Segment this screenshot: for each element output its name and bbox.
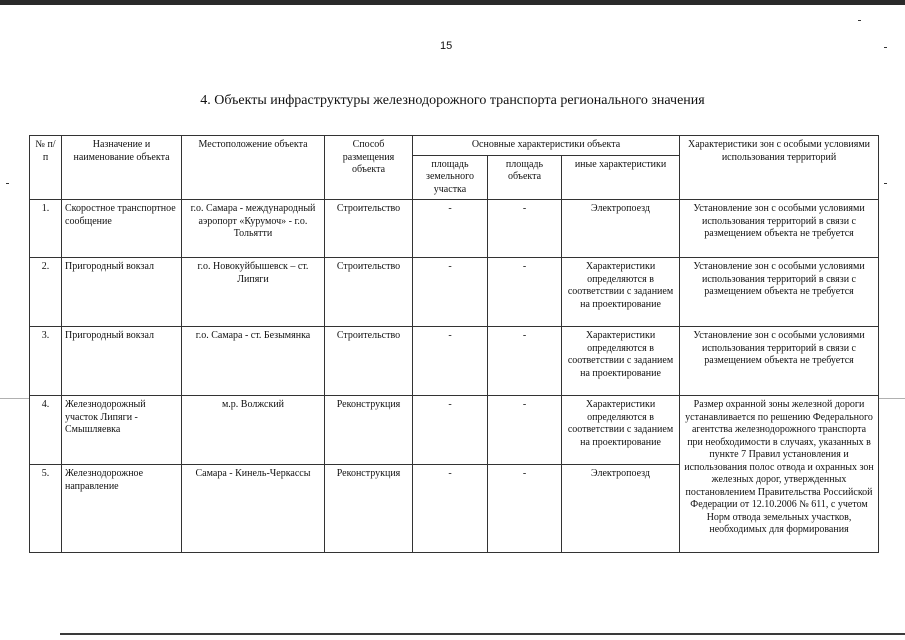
scan-speck [858,20,861,21]
land-area: - [413,327,488,396]
object-location: г.о. Самара - международный аэропорт «Курумоч» - г.о. Тольятти [182,200,325,258]
placement-method: Реконструкция [325,396,413,465]
land-area: - [413,258,488,327]
row-number: 5. [30,465,62,553]
object-name: Железнодорожное направление [62,465,182,553]
infrastructure-table [29,135,879,553]
header-land-area: площадь земельного участка [413,155,488,200]
object-name: Скоростное транспортное сообщение [62,200,182,258]
other-characteristics: Электропоезд [562,200,680,258]
object-area: - [488,465,562,553]
zone-characteristics-merged: Размер охранной зоны железной дороги устанавливается по решению Федерального агентства железнодорожного транспорта при необходимости в случаях, указанных в пункте 7 Правил установления и использования полос отвода и охранных зон железных дорог, утвержденных постановлением Правительства Российской Федерации от 12.10.2006 № 611, с учетом Норм отвода земельных участков, необходимых для формирования [680,396,879,553]
table-row [30,258,879,327]
object-area: - [488,327,562,396]
object-area: - [488,200,562,258]
other-characteristics: Электропоезд [562,465,680,553]
placement-method: Строительство [325,258,413,327]
object-location: м.р. Волжский [182,396,325,465]
page-title: 4. Объекты инфраструктуры железнодорожного транспорта регионального значения [200,93,705,108]
object-name: Пригородный вокзал [62,327,182,396]
land-area: - [413,200,488,258]
header-main-characteristics: Основные характеристики объекта [413,136,680,156]
row-number: 4. [30,396,62,465]
table-row [30,327,879,396]
other-characteristics: Характеристики определяются в соответствии с заданием на проектирование [562,396,680,465]
row-number: 3. [30,327,62,396]
header-name: Назначение и наименование объекта [62,136,182,200]
placement-method: Реконструкция [325,465,413,553]
other-characteristics: Характеристики определяются в соответствии с заданием на проектирование [562,327,680,396]
zone-characteristics: Установление зон с особыми условиями использования территорий в связи с размещением объекта не требуется [680,327,879,396]
scan-artifact-line [0,398,29,399]
land-area: - [413,465,488,553]
other-characteristics: Характеристики определяются в соответствии с заданием на проектирование [562,258,680,327]
scan-speck [6,183,9,184]
page-number: 15 [440,40,453,52]
object-location: г.о. Самара - ст. Безымянка [182,327,325,396]
header-num: № п/п [30,136,62,200]
scan-artifact-line [878,398,905,399]
zone-characteristics: Установление зон с особыми условиями использования территорий в связи с размещением объекта не требуется [680,258,879,327]
row-number: 1. [30,200,62,258]
header-zones: Характеристики зон с особыми условиями использования территорий [680,136,879,200]
zone-characteristics: Установление зон с особыми условиями использования территорий в связи с размещением объекта не требуется [680,200,879,258]
bottom-border-line [60,633,905,635]
header-other-characteristics: иные характеристики [562,155,680,200]
table-row [30,200,879,258]
land-area: - [413,396,488,465]
object-name: Железнодорожный участок Липяги - Смышляевка [62,396,182,465]
header-row-1 [30,136,879,156]
scan-speck [884,183,887,184]
object-area: - [488,258,562,327]
object-area: - [488,396,562,465]
object-location: г.о. Новокуйбышевск – ст. Липяги [182,258,325,327]
header-object-area: площадь объекта [488,155,562,200]
table-row [30,396,879,465]
object-location: Самара - Кинель-Черкассы [182,465,325,553]
header-location: Местоположение объекта [182,136,325,200]
header-method: Способ размещения объекта [325,136,413,200]
scan-speck [884,47,887,48]
placement-method: Строительство [325,200,413,258]
top-border-line [0,0,905,5]
object-name: Пригородный вокзал [62,258,182,327]
row-number: 2. [30,258,62,327]
placement-method: Строительство [325,327,413,396]
